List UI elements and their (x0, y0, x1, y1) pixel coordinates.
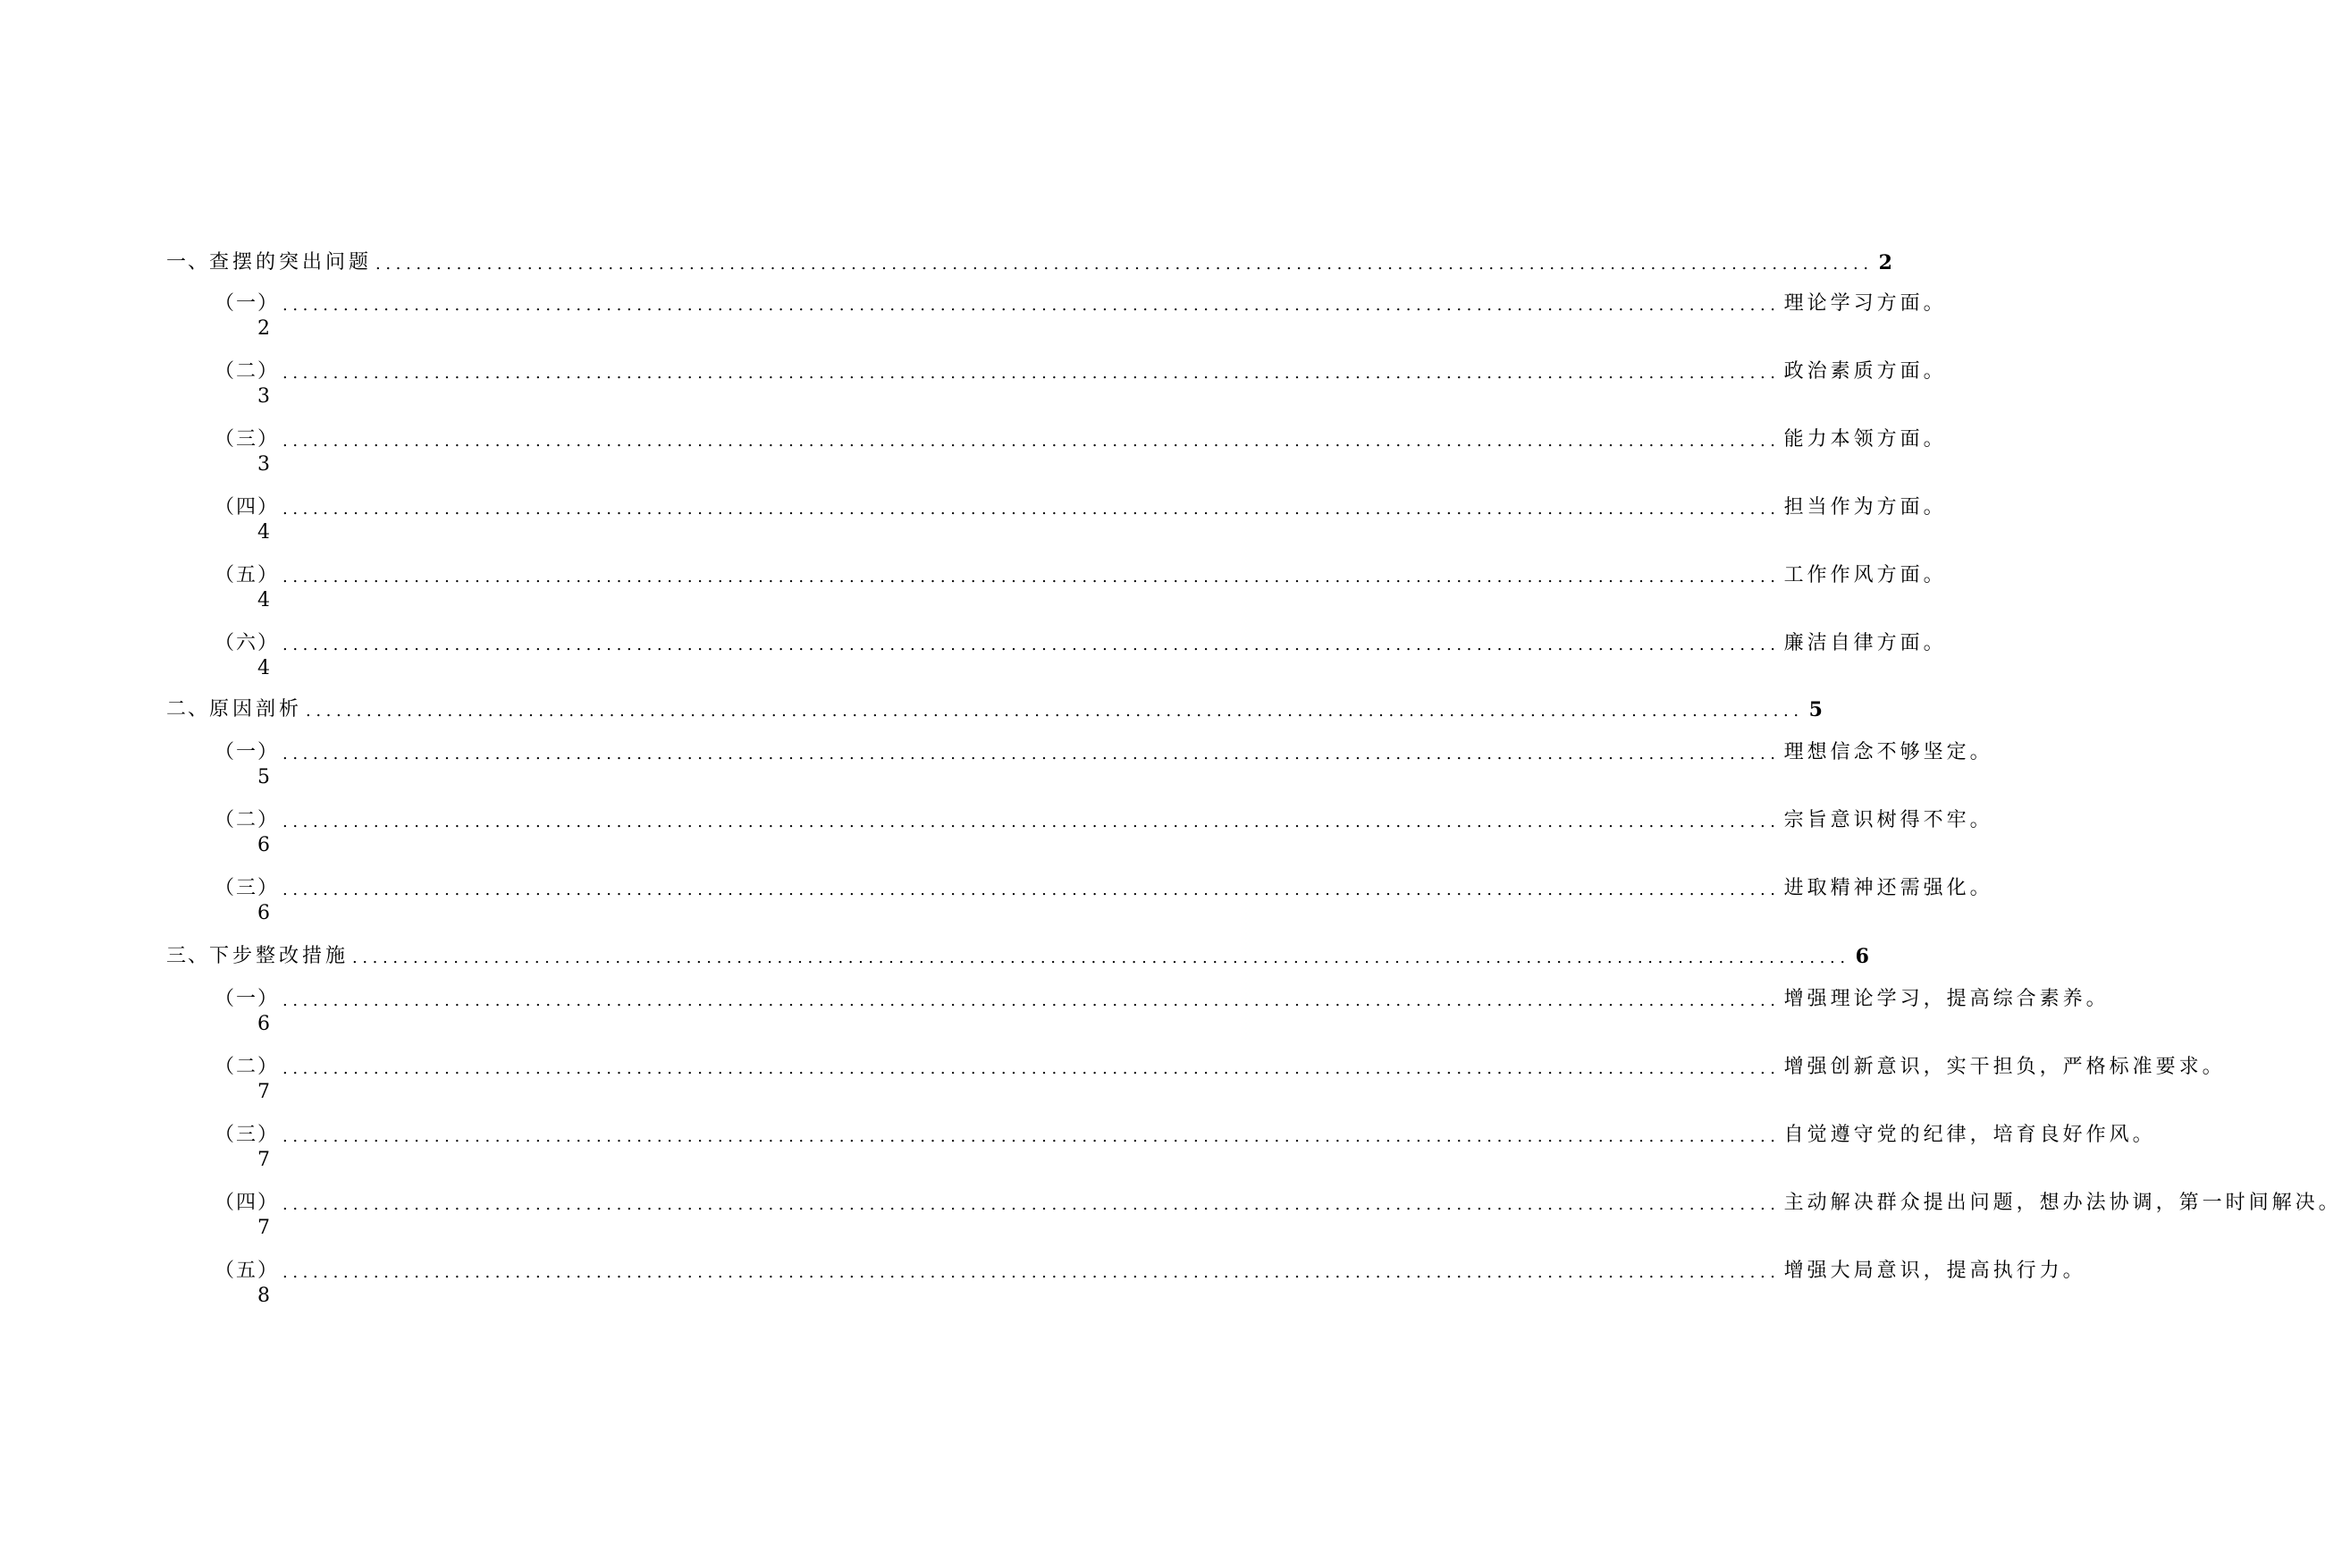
toc-item-label: （一） (215, 988, 280, 1010)
toc-item-title: 工作作风方面。 (1783, 564, 1947, 586)
toc-section-1-label: 一、 (166, 251, 210, 274)
toc-leader-dots: .................................................................................................................................................... (282, 1127, 1781, 1146)
toc-item-label: （五） (215, 564, 280, 586)
toc-item-label: （四） (215, 496, 280, 518)
toc-item-1-5[interactable] (215, 561, 1947, 590)
toc-item-title: 自觉遵守党的纪律，培育良好作风。 (1783, 1124, 2156, 1146)
toc-item-label: （二） (215, 809, 280, 831)
toc-item-2-3[interactable] (215, 874, 1993, 903)
toc-item-3-1-page: 6 (257, 1013, 270, 1035)
toc-leader-dots: .................................................................................................................................................... (282, 1263, 1781, 1282)
toc-section-2-page: 5 (1808, 698, 1823, 721)
toc-item-1-3-page: 3 (257, 453, 270, 476)
toc-item-3-3[interactable] (215, 1121, 2156, 1150)
toc-leader-dots: .................................................................................................................................................... (282, 364, 1781, 383)
toc-item-3-4[interactable] (215, 1189, 2342, 1218)
toc-item-2-3-page: 6 (257, 902, 270, 924)
toc-item-1-6[interactable] (215, 629, 1947, 658)
toc-item-3-2-page: 7 (257, 1081, 270, 1103)
toc-item-label: （六） (215, 632, 280, 654)
toc-leader-dots: .................................................................................................................................................... (282, 1195, 1781, 1214)
toc-item-3-5[interactable] (215, 1257, 2086, 1286)
toc-item-label: （二） (215, 360, 280, 383)
toc-item-label: （二） (215, 1056, 280, 1078)
toc-item-label: （一） (215, 292, 280, 315)
toc-section-2-label: 二、 (166, 698, 210, 721)
toc-item-title: 理论学习方面。 (1783, 292, 1947, 315)
toc-item-2-2-page: 6 (257, 834, 270, 856)
toc-item-3-4-page: 7 (257, 1217, 270, 1239)
toc-item-label: （一） (215, 741, 280, 763)
toc-item-2-1[interactable] (215, 738, 1993, 767)
toc-item-1-5-page: 4 (257, 589, 270, 611)
toc-item-label: （四） (215, 1192, 280, 1214)
toc-item-label: （三） (215, 428, 280, 451)
toc-leader-dots: .................................................................................................................................................... (282, 1059, 1781, 1078)
toc-item-1-2-page: 3 (257, 385, 270, 408)
toc-section-3-label: 三、 (166, 945, 210, 967)
toc-section-3-page: 6 (1855, 945, 1869, 968)
toc-item-1-4-page: 4 (257, 521, 270, 544)
toc-item-title: 增强理论学习，提高综合素养。 (1783, 988, 2110, 1010)
toc-leader-dots: .................................................................................................................................................... (352, 948, 1850, 967)
toc-item-3-2[interactable] (215, 1053, 2226, 1082)
toc-item-3-1[interactable] (215, 985, 2110, 1014)
toc-item-title: 增强大局意识，提高执行力。 (1783, 1260, 2086, 1282)
toc-item-title: 理想信念不够坚定。 (1783, 741, 1993, 763)
toc-leader-dots: .................................................................................................................................................... (282, 813, 1781, 831)
toc-section-1-title: 查摆的突出问题 (209, 251, 373, 274)
toc-item-title: 政治素质方面。 (1783, 360, 1947, 383)
toc-item-2-2[interactable] (215, 806, 1993, 835)
toc-item-title: 担当作为方面。 (1783, 496, 1947, 518)
toc-leader-dots: .................................................................................................................................................... (282, 568, 1781, 586)
toc-item-label: （五） (215, 1260, 280, 1282)
toc-leader-dots: .................................................................................................................................................... (282, 500, 1781, 518)
toc-item-1-2[interactable] (215, 358, 1947, 386)
toc-item-1-1[interactable] (215, 290, 1947, 318)
toc-section-1-page: 2 (1878, 251, 1892, 274)
toc-item-title: 主动解决群众提出问题，想办法协调，第一时间解决。 (1783, 1192, 2342, 1214)
toc-leader-dots: .................................................................................................................................................... (282, 745, 1781, 763)
toc-leader-dots: .................................................................................................................................................... (282, 991, 1781, 1010)
toc-leader-dots: .................................................................................................................................................... (282, 296, 1781, 315)
toc-section-3[interactable] (166, 942, 1869, 971)
toc-item-1-6-page: 4 (257, 657, 270, 679)
toc-item-title: 能力本领方面。 (1783, 428, 1947, 451)
toc-leader-dots: .................................................................................................................................................... (375, 255, 1874, 274)
toc-item-2-1-page: 5 (257, 766, 270, 788)
toc-leader-dots: .................................................................................................................................................... (282, 432, 1781, 451)
toc-leader-dots: .................................................................................................................................................... (282, 881, 1781, 899)
toc-item-3-3-page: 7 (257, 1149, 270, 1171)
toc-section-2-title: 原因剖析 (209, 698, 303, 721)
toc-item-label: （三） (215, 877, 280, 899)
toc-item-1-1-page: 2 (257, 317, 270, 340)
toc-item-1-3[interactable] (215, 426, 1947, 454)
toc-item-title: 进取精神还需强化。 (1783, 877, 1993, 899)
toc-item-title: 廉洁自律方面。 (1783, 632, 1947, 654)
toc-item-title: 宗旨意识树得不牢。 (1783, 809, 1993, 831)
toc-item-1-4[interactable] (215, 493, 1947, 522)
toc-leader-dots: .................................................................................................................................................... (306, 702, 1804, 721)
toc-item-3-5-page: 8 (257, 1285, 270, 1307)
toc-section-2[interactable] (166, 695, 1823, 724)
toc-item-label: （三） (215, 1124, 280, 1146)
toc-leader-dots: .................................................................................................................................................... (282, 636, 1781, 654)
toc-section-1[interactable] (166, 249, 1892, 277)
toc-section-3-title: 下步整改措施 (209, 945, 350, 967)
toc-item-title: 增强创新意识，实干担负，严格标准要求。 (1783, 1056, 2226, 1078)
